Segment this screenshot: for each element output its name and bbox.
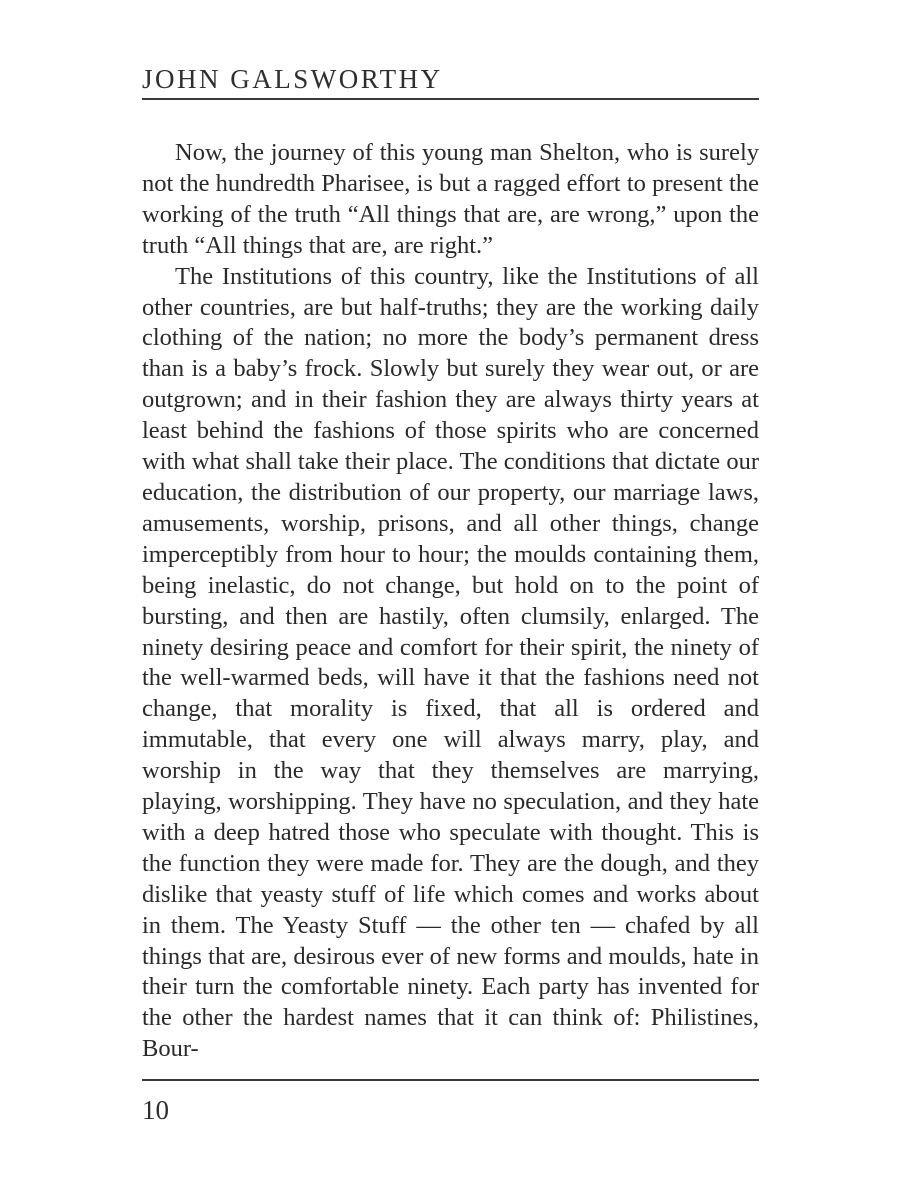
page-header: [142, 62, 759, 100]
running-head: JOHN GALSWORTHY: [142, 64, 443, 94]
header-rule: [142, 98, 759, 100]
footer-rule: [142, 1079, 759, 1081]
page-number: 10: [142, 1095, 169, 1125]
page-footer: [142, 1079, 759, 1127]
paragraph: Now, the journey of this young man Shelton, who is surely not the hundredth Pharisee, is but a ragged effort to present the working of the truth “All things that are, are wrong,” upon the truth “All things that are, are right.”: [142, 139, 759, 259]
body-text: [142, 138, 759, 1065]
paragraph: The Institutions of this country, like the Institutions of all other countries, are but half-truths; they are the working daily clothing of the nation; no more the body’s permanent dress than is a baby’s frock. Slowly but surely they wear out, or are outgrown; and in their fashion they are always thirty years at least behind the fashions of those spirits who are concerned with what shall take their place. The conditions that dictate our education, the distribution of our property, our marriage laws, amusements, worship, prisons, and all other things, change imperceptibly from hour to hour; the moulds containing them, being inelastic, do not change, but hold on to the point of bursting, and then are hastily, often clumsily, enlarged. The ninety desiring peace and comfort for their spirit, the ninety of the well-warmed beds, will have it that the fashions need not change, that morality is fixed, that all is ordered and immutable, that every one will always marry, play, and worship in the way that they themselves are marrying, playing, worshipping. They have no speculation, and they hate with a deep hatred those who speculate with thought. This is the function they were made for. They are the dough, and they dislike that yeasty stuff of life which comes and works about in them. The Yeasty Stuff — the other ten — chafed by all things that are, desirous ever of new forms and moulds, hate in their turn the comfortable ninety. Each party has invented for the other the hardest names that it can think of: Philistines, Bour-: [142, 262, 759, 1063]
